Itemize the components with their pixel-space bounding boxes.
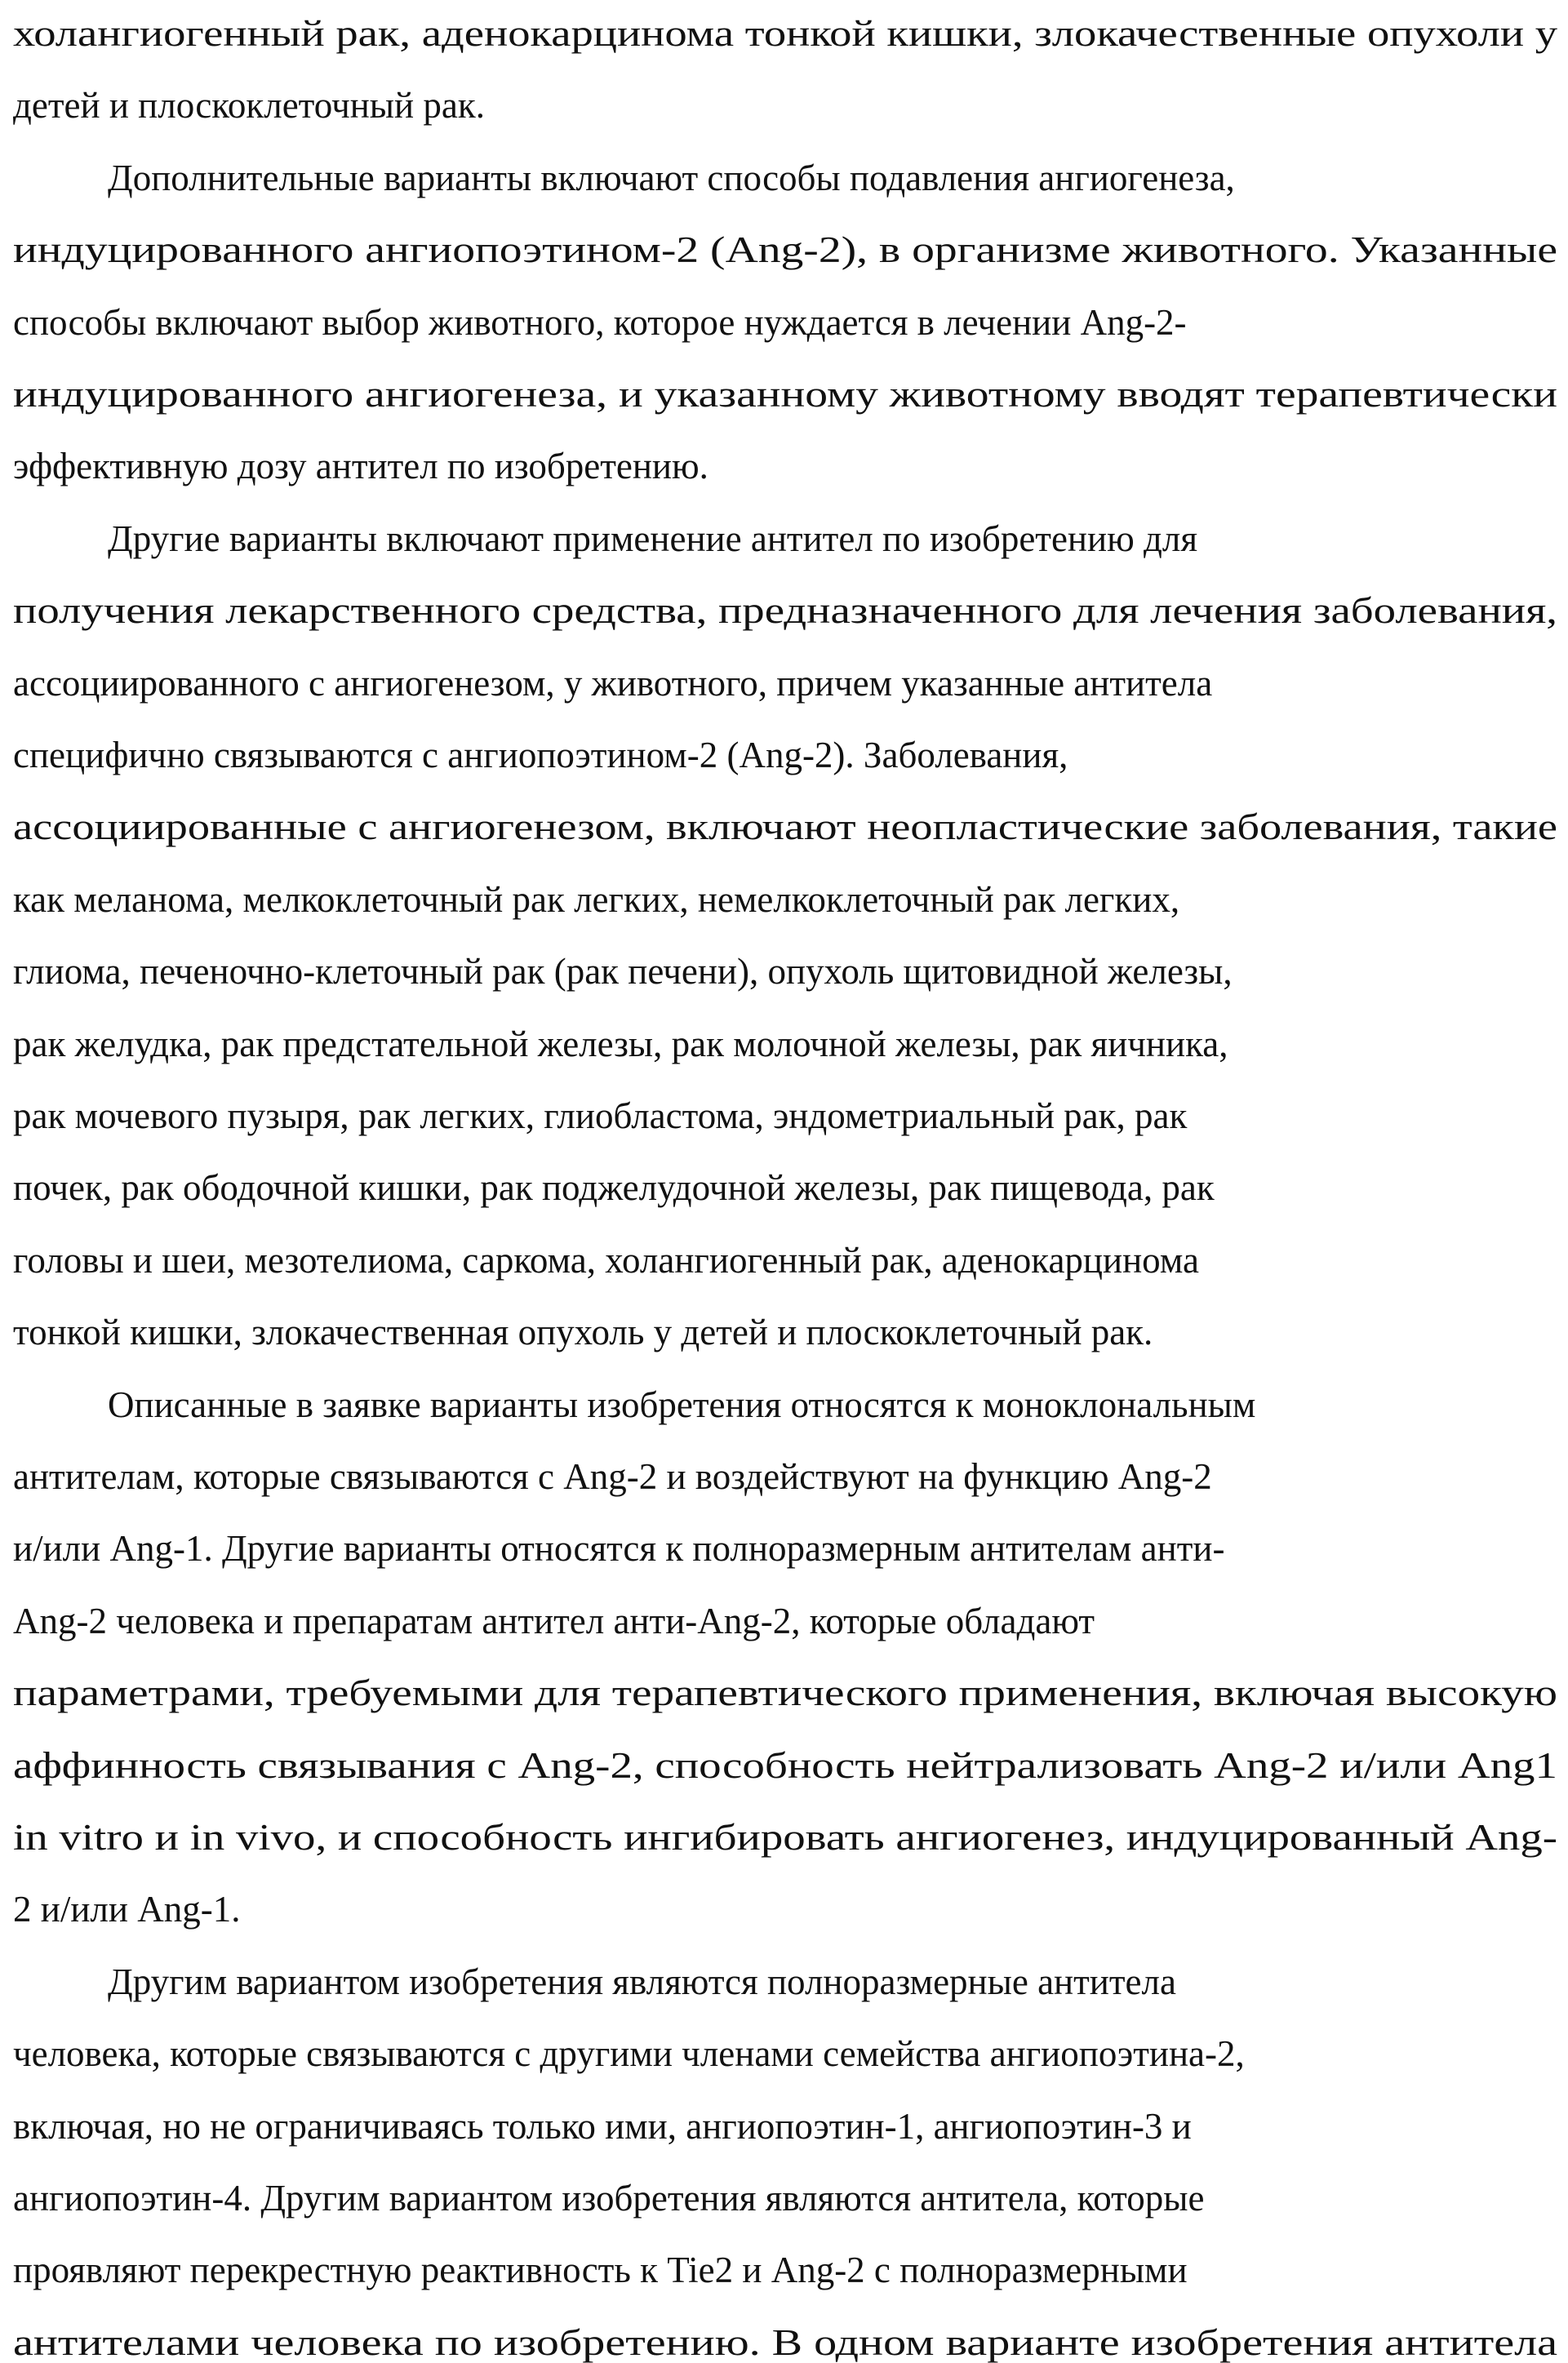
text-line: антителам, которые связываются с Ang-2 и воздействуют на функцию Ang-2	[13, 1456, 1212, 1497]
text-line: как меланома, мелкоклеточный рак легких, немелкоклеточный рак легких,	[13, 879, 1179, 920]
paragraph-first-line: Другим вариантом изобретения являются полноразмерные антитела	[108, 1961, 1176, 2002]
text-line: индуцированного ангиопоэтином-2 (Ang-2), в организме животного. Указанные	[13, 229, 1557, 270]
text-line: рак желудка, рак предстательной железы, рак молочной железы, рак яичника,	[13, 1024, 1228, 1064]
text-line: ангиопоэтин-4. Другим вариантом изобретения являются антитела, которые	[13, 2178, 1204, 2219]
text-line: почек, рак ободочной кишки, рак поджелудочной железы, рак пищевода, рак	[13, 1167, 1215, 1208]
text-line: головы и шеи, мезотелиома, саркома, холангиогенный рак, аденокарцинома	[13, 1240, 1199, 1281]
text-line: тонкой кишки, злокачественная опухоль у детей и плоскоклеточный рак.	[13, 1312, 1153, 1353]
text-line: включая, но не ограничиваясь только ими, ангиопоэтин-1, ангиопоэтин-3 и	[13, 2106, 1192, 2147]
text-line: проявляют перекрестную реактивность к Tie2 и Ang-2 с полноразмерными	[13, 2250, 1188, 2290]
text-line: антителами человека по изобретению. В одном варианте изобретения антитела	[13, 2322, 1557, 2363]
text-line: Ang-2 человека и препаратам антител анти-Ang-2, которые обладают	[13, 1601, 1095, 1641]
text-line: специфично связываются с ангиопоэтином-2 (Ang-2). Заболевания,	[13, 735, 1068, 775]
text-line: рак мочевого пузыря, рак легких, глиобластома, эндометриальный рак, рак	[13, 1095, 1187, 1136]
text-line: получения лекарственного средства, предназначенного для лечения заболевания,	[13, 590, 1557, 631]
text-line: in vitro и in vivo, и способность ингибировать ангиогенез, индуцированный Ang-	[13, 1817, 1557, 1858]
text-line: индуцированного ангиогенеза, и указанному животному вводят терапевтически	[13, 374, 1557, 415]
text-line: способы включают выбор животного, которое нуждается в лечении Ang-2-	[13, 302, 1187, 343]
text-line: холангиогенный рак, аденокарцинома тонкой кишки, злокачественные опухоли у	[13, 13, 1557, 54]
text-line: аффинность связывания с Ang-2, способность нейтрализовать Ang-2 и/или Ang1	[13, 1745, 1557, 1786]
text-line: 2 и/или Ang-1.	[13, 1889, 240, 1930]
paragraph-first-line: Описанные в заявке варианты изобретения относятся к моноклональным	[108, 1384, 1255, 1425]
paragraph-first-line: Другие варианты включают применение антител по изобретению для	[108, 518, 1197, 559]
text-line: ассоциированного с ангиогенезом, у животного, причем указанные антитела	[13, 663, 1212, 704]
text-line: глиома, печеночно-клеточный рак (рак печени), опухоль щитовидной железы,	[13, 951, 1233, 992]
text-line: параметрами, требуемыми для терапевтического применения, включая высокую	[13, 1672, 1557, 1713]
paragraph-first-line: Дополнительные варианты включают способы подавления ангиогенеза,	[108, 158, 1235, 198]
text-line: и/или Ang-1. Другие варианты относятся к полноразмерным антителам анти-	[13, 1528, 1224, 1569]
text-line: эффективную дозу антител по изобретению.	[13, 446, 708, 486]
text-line: человека, которые связываются с другими членами семейства ангиопоэтина-2,	[13, 2033, 1245, 2074]
document-page	[0, 0, 1568, 2338]
text-line: ассоциированные с ангиогенезом, включают неопластические заболевания, такие	[13, 806, 1557, 847]
text-line: детей и плоскоклеточный рак.	[13, 85, 485, 126]
